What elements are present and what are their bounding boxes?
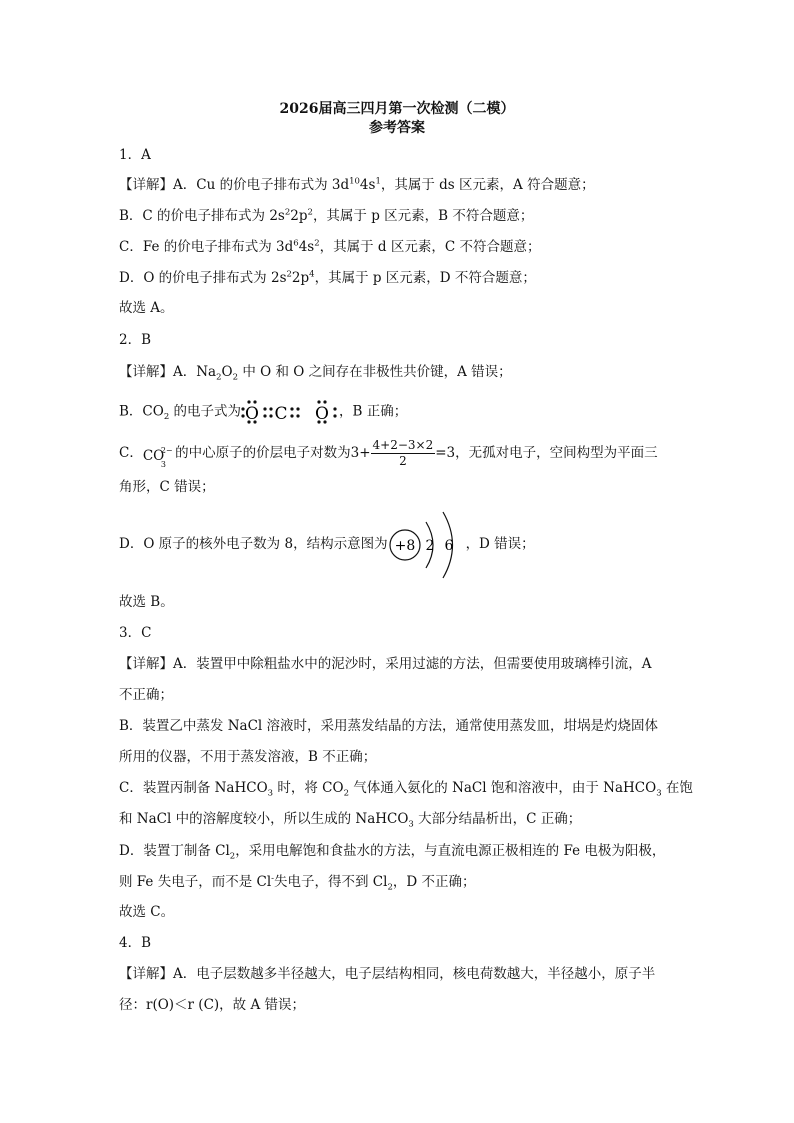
q1-answer: 1．A <box>119 147 151 163</box>
q3-answer: 3．C <box>119 625 152 641</box>
lewis-oxygen-left: O <box>245 404 260 424</box>
valence-pair-fraction: $\frac{4+2-3\times 2}{2}$ <box>372 438 434 468</box>
q1-option-a: 【详解】A．Cu 的价电子排布式为 $3d^{10}4s^1$，其属于 ds 区元素，A 符合题意； <box>119 176 595 193</box>
q1-option-d: D．O 的价电子排布式为 $2s^22p^4$，其属于 p 区元素，D 不符合题意； <box>119 269 536 286</box>
q1-option-c: C．Fe 的价电子排布式为 $3d^64s^2$，其属于 d 区元素，C 不符合题意； <box>119 238 541 255</box>
co2-lewis-structure <box>241 399 339 425</box>
q2-conclusion: 故选 B。 <box>119 594 174 610</box>
q3-option-c-cont: 和 NaCl 中的溶解度较小，所以生成的 NaHCO$_3$ 大部分结晶析出，C 正确； <box>119 811 582 830</box>
shell-1-electrons: 2 <box>425 537 435 554</box>
lewis-carbon: C <box>274 404 288 424</box>
lewis-oxygen-right: O <box>315 404 330 424</box>
q3-option-b: B．装置乙中蒸发 NaCl 溶液时，采用蒸发结晶的方法，通常使用蒸发皿，坩埚是灼烧固体 <box>119 718 659 734</box>
q2-option-b: B．$CO_2$ 的电子式为 O C O ，B 正确； <box>119 399 679 425</box>
q3-conclusion: 故选 C。 <box>119 904 175 920</box>
q2-option-d: D．O 原子的核外电子数为 8，结构示意图为 +8 2 6 ，D 错误； <box>119 534 679 555</box>
q3-option-a-cont: 不正确； <box>119 687 173 703</box>
q3-option-d-cont: 则 Fe 失电子，而不是 Cl-失电子，得不到 $Cl_2$，D 不正确； <box>119 873 476 893</box>
shell-2-electrons: 6 <box>444 537 454 554</box>
q3-option-b-cont: 所用的仪器，不用于蒸发溶液，B 不正确； <box>119 749 377 765</box>
q1-conclusion: 故选 A。 <box>119 300 174 316</box>
nucleus-charge: +8 <box>394 537 415 554</box>
q2-option-c-cont: 角形，C 错误； <box>119 479 215 495</box>
q2-option-a: 【详解】A．$Na_2O_2$ 中 O 和 O 之间存在非极性共价键，A 错误； <box>119 364 512 383</box>
q3-option-c: C．装置丙制备 NaHCO$_3$ 时，将 $CO_2$ 气体通入氨化的 NaCl 饱和溶液中，由于 NaHCO$_3$ 在饱 <box>119 780 693 799</box>
q4-option-a-cont: 径：r(O)＜r (C)，故 A 错误； <box>119 997 305 1013</box>
q3-option-a: 【详解】A．装置甲中除粗盐水中的泥沙时，采用过滤的方法，但需要使用玻璃棒引流，A <box>119 656 652 672</box>
carbonate-ion: CO 2− 3 <box>142 445 173 469</box>
q4-answer: 4．B <box>119 935 152 951</box>
q2-answer: 2．B <box>119 332 152 348</box>
oxygen-atom-structure-diagram <box>388 510 466 580</box>
q4-option-a: 【详解】A．电子层数越多半径越大，电子层结构相同，核电荷数越大，半径越小，原子半 <box>119 966 656 982</box>
q3-option-d: D．装置丁制备 $Cl_2$，采用电解饱和食盐水的方法，与直流电源正极相连的 Fe 电极为阳极， <box>119 843 666 862</box>
page-subtitle: 参考答案 <box>369 120 425 136</box>
q1-option-b: B．C 的价电子排布式为 $2s^22p^2$，其属于 p 区元素，B 不符合题意； <box>119 207 534 224</box>
q2-option-c: C． CO 2− 3 的中心原子的价层电子对数为3+ $\frac{4+2-3\times 2}{2}$ =3，无孤对电子，空间构型为平面三 <box>119 438 658 469</box>
page-title: 2026届高三四月第一次检测（二模） <box>279 101 515 117</box>
